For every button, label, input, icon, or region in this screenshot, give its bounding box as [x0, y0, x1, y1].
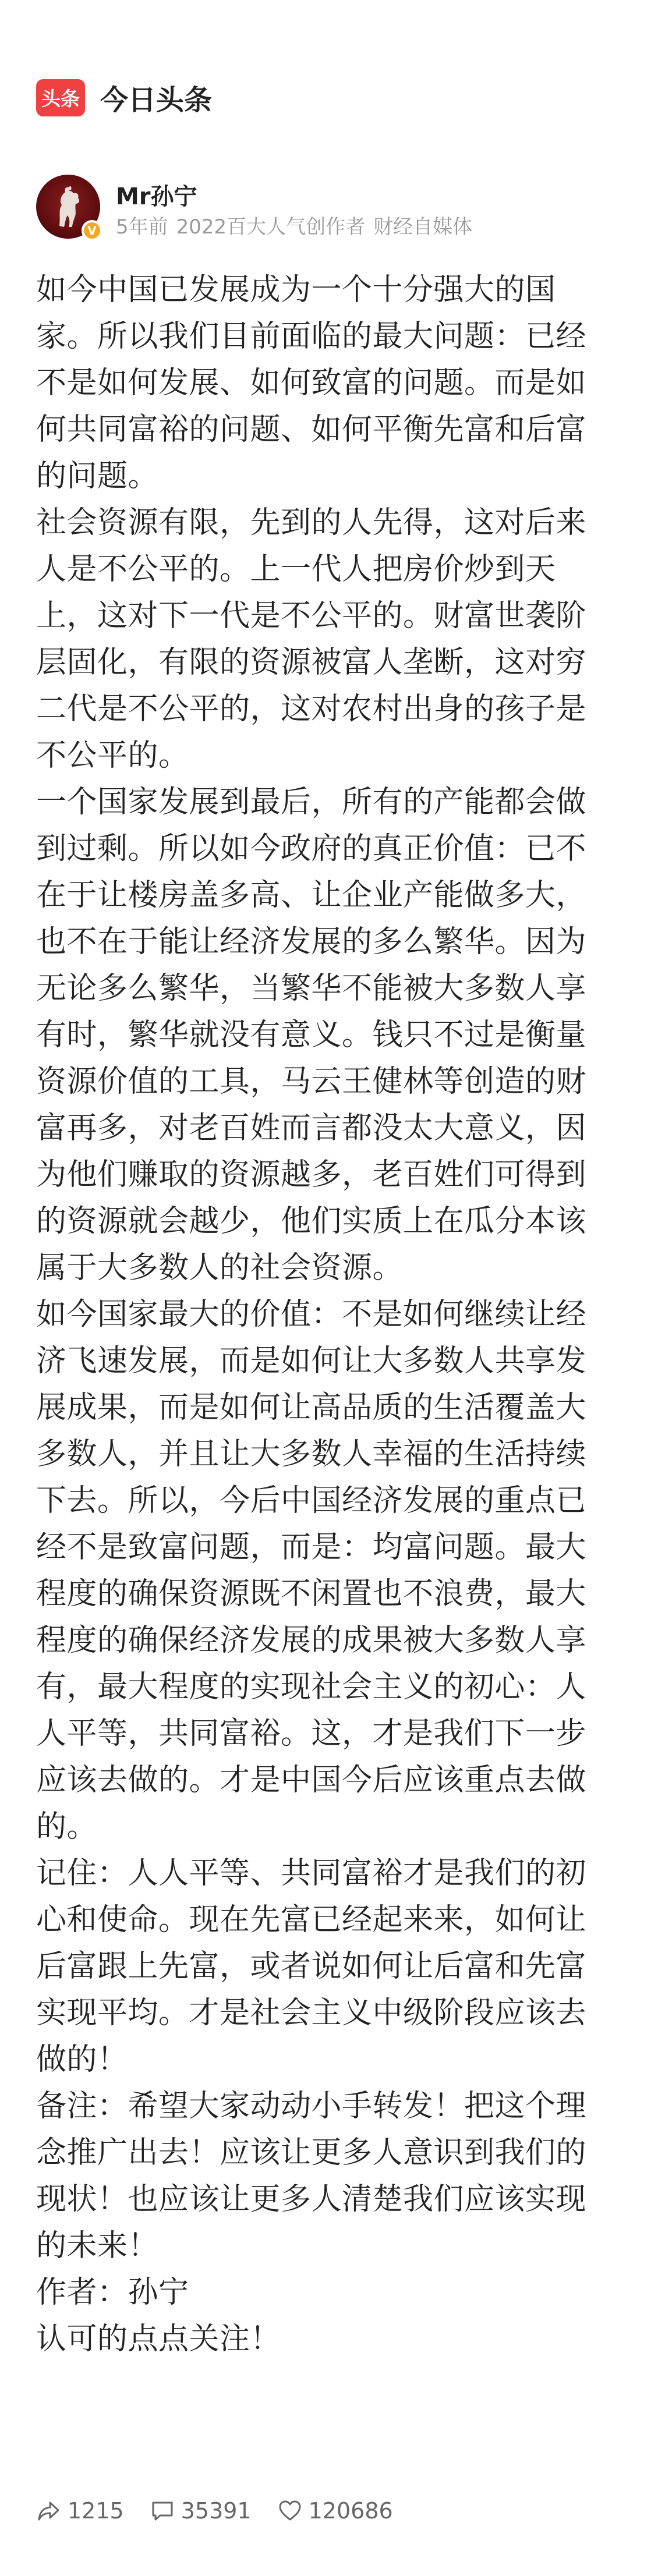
article-line: 的。: [36, 1809, 98, 1844]
article-line: 无论多么繁华，当繁华不能被大多数人享: [36, 971, 587, 1006]
article-line: 人是不公平的。上一代人把房价炒到天: [36, 552, 556, 587]
article-paragraph: [36, 1291, 624, 1850]
logo-text: 头条: [41, 87, 80, 110]
article-line: 认可的点点关注！: [36, 2322, 281, 2357]
article-line: 心和使命。现在先富已经起来来，如何让: [36, 1902, 587, 1937]
author-category: 财经自媒体: [373, 215, 473, 239]
article-line: 实现平均。才是社会主义中级阶段应该去: [36, 1996, 587, 2031]
article-line: 备注：希望大家动动小手转发！把这个理: [36, 2089, 587, 2124]
article-line: 现状！也应该让更多人清楚我们应该实现: [36, 2182, 587, 2217]
heart-icon: [277, 2498, 303, 2524]
article-line: 记住：人人平等、共同富裕才是我们的初: [36, 1856, 587, 1891]
article-line: 富再多，对老百姓而言都没太大意义，因: [36, 1111, 587, 1146]
article-line: 不是如何发展、如何致富的问题。而是如: [36, 366, 587, 401]
like-button[interactable]: [277, 2498, 393, 2524]
author-name[interactable]: Mr孙宁: [116, 183, 197, 210]
article-line: 的问题。: [36, 459, 159, 494]
comment-button[interactable]: [150, 2498, 252, 2524]
article-line: 多数人，并且让大多数人幸福的生活持续: [36, 1437, 587, 1472]
article-line: 有，最大程度的实现社会主义的初心：人: [36, 1670, 587, 1705]
article-line: 如今中国已发展成为一个十分强大的国: [36, 272, 556, 307]
article-line: 经不是致富问题，而是：均富问题。最大: [36, 1530, 587, 1565]
like-count: 120686: [308, 2498, 393, 2524]
verified-badge-icon: V: [82, 220, 102, 241]
article-line: 有时，繁华就没有意义。钱只不过是衡量: [36, 1018, 587, 1053]
article-line: 不公平的。: [36, 738, 189, 773]
article-body: [36, 267, 624, 2362]
article-paragraph: [36, 1850, 624, 2083]
article-line: 展成果，而是如何让高品质的生活覆盖大: [36, 1390, 587, 1425]
article-line: 上，这对下一代是不公平的。财富世袭阶: [36, 598, 587, 633]
share-icon: [36, 2498, 62, 2524]
article-line: 社会资源有限，先到的人先得，这对后来: [36, 505, 587, 540]
share-count: 1215: [68, 2498, 124, 2524]
article-line: 程度的确保经济发展的成果被大多数人享: [36, 1623, 587, 1658]
article-paragraph: [36, 499, 624, 779]
article-paragraph: [36, 2269, 624, 2316]
app-header: [0, 0, 658, 140]
article-line: 层固化，有限的资源被富人垄断，这对穷: [36, 645, 587, 680]
article-line: 为他们赚取的资源越多，老百姓们可得到: [36, 1157, 587, 1192]
author-title: 2022百大人气创作者: [176, 215, 366, 239]
article-paragraph: [36, 779, 624, 1291]
comment-icon: [150, 2498, 175, 2524]
article-line: 在于让楼房盖多高、让企业产能做多大，: [36, 878, 587, 913]
article-line: 到过剩。所以如今政府的真正价值：已不: [36, 831, 587, 866]
article-line: 资源价值的工具，马云王健林等创造的财: [36, 1064, 587, 1099]
action-bar: [36, 2493, 419, 2528]
article-line: 二代是不公平的，这对农村出身的孩子是: [36, 692, 587, 727]
article-line: 做的！: [36, 2042, 128, 2077]
article-line: 后富跟上先富，或者说如何让后富和先富: [36, 1949, 587, 1984]
article-line: 下去。所以，今后中国经济发展的重点已: [36, 1483, 587, 1518]
article-paragraph: [36, 267, 624, 499]
article-line: 程度的确保资源既不闲置也不浪费，最大: [36, 1576, 587, 1611]
article-line: 何共同富裕的问题、如何平衡先富和后富: [36, 412, 587, 447]
article-line: 的资源就会越少，他们实质上在瓜分本该: [36, 1204, 587, 1239]
article-paragraph: [36, 2083, 624, 2269]
article-line: 属于大多数人的社会资源。: [36, 1250, 404, 1285]
author-block: [36, 175, 624, 242]
share-button[interactable]: [36, 2498, 124, 2524]
article-line: 一个国家发展到最后，所有的产能都会做: [36, 785, 587, 820]
post-time: 5年前: [116, 215, 168, 239]
toutiao-logo[interactable]: [36, 79, 85, 116]
article-line: 家。所以我们目前面临的最大问题：已经: [36, 319, 587, 354]
article-line: 的未来！: [36, 2228, 159, 2263]
article-line: 念推广出去！应该让更多人意识到我们的: [36, 2135, 587, 2170]
article-line: 应该去做的。才是中国今后应该重点去做: [36, 1763, 587, 1798]
article-line: 如今国家最大的价值：不是如何继续让经: [36, 1297, 587, 1332]
app-name: 今日头条: [100, 84, 213, 116]
article-line: 也不在于能让经济发展的多么繁华。因为: [36, 924, 587, 959]
article-line: 济飞速发展，而是如何让大多数人共享发: [36, 1344, 587, 1379]
comment-count: 35391: [181, 2498, 252, 2524]
article-line: 人平等，共同富裕。这，才是我们下一步: [36, 1716, 587, 1751]
article-paragraph: [36, 2316, 624, 2362]
author-meta: [116, 211, 480, 239]
article-line: 作者：孙宁: [36, 2275, 189, 2310]
